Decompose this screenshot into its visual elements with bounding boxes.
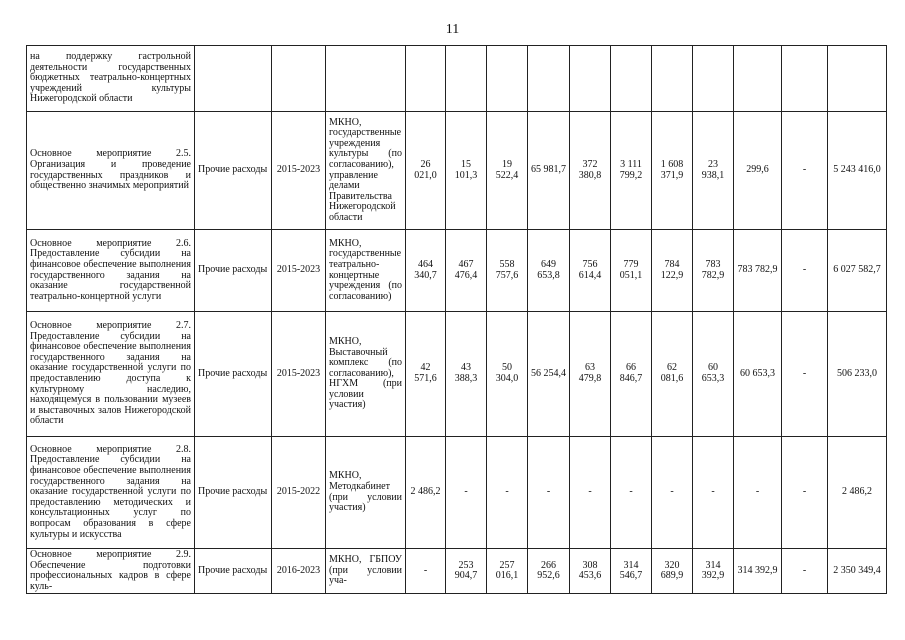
value-cell: - — [611, 437, 652, 549]
value-cell — [828, 46, 887, 112]
value-cell: 299,6 — [734, 112, 782, 230]
value-cell: - — [446, 437, 487, 549]
value-cell: 266 952,6 — [528, 549, 570, 594]
table-row — [27, 312, 887, 437]
expense-type: Прочие расходы — [195, 312, 272, 437]
value-cell — [734, 46, 782, 112]
value-cell: 320 689,9 — [652, 549, 693, 594]
value-cell: 56 254,4 — [528, 312, 570, 437]
value-cell: 783 782,9 — [734, 230, 782, 312]
executor: МКНО, государственные театрально-концертные учреждения (по согласованию) — [326, 230, 406, 312]
value-cell: 649 653,8 — [528, 230, 570, 312]
value-cell: - — [570, 437, 611, 549]
value-cell: 253 904,7 — [446, 549, 487, 594]
activity-description: Основное мероприятие 2.8. Предоставление субсидии на финансовое обеспечение выполнения государственного задания на оказание государственной услуги по предоставлению методических и консультационных услуг по вопросам образования в сфере культуры и искусства — [27, 437, 195, 549]
table-row — [27, 46, 887, 112]
value-cell: - — [782, 549, 828, 594]
value-cell: 1 608 371,9 — [652, 112, 693, 230]
table-row — [27, 437, 887, 549]
expense-type: Прочие расходы — [195, 112, 272, 230]
value-cell: 314 392,9 — [734, 549, 782, 594]
activity-description: Основное мероприятие 2.7. Предоставление субсидии на финансовое обеспечение выполнения государственного задания на оказание государственной услуги по предоставлению доступа к культурному наследию, находящемуся в пользовании музеев и выставочных залов Нижегородской области — [27, 312, 195, 437]
expense-type — [195, 46, 272, 112]
value-cell: 756 614,4 — [570, 230, 611, 312]
executor: МКНО, Методкабинет (при условии участия) — [326, 437, 406, 549]
value-cell: 257 016,1 — [487, 549, 528, 594]
value-cell — [446, 46, 487, 112]
value-cell: 66 846,7 — [611, 312, 652, 437]
value-cell: 372 380,8 — [570, 112, 611, 230]
executor — [326, 46, 406, 112]
value-cell: 65 981,7 — [528, 112, 570, 230]
value-cell: 2 350 349,4 — [828, 549, 887, 594]
value-cell: 779 051,1 — [611, 230, 652, 312]
value-cell: 23 938,1 — [693, 112, 734, 230]
page-number: 11 — [445, 22, 460, 37]
value-cell: 783 782,9 — [693, 230, 734, 312]
value-cell: 314 546,7 — [611, 549, 652, 594]
value-cell: 19 522,4 — [487, 112, 528, 230]
value-cell: 464 340,7 — [406, 230, 446, 312]
table-row — [27, 230, 887, 312]
period: 2015-2023 — [272, 230, 326, 312]
value-cell: 15 101,3 — [446, 112, 487, 230]
value-cell: 43 388,3 — [446, 312, 487, 437]
expense-type: Прочие расходы — [195, 437, 272, 549]
executor: МКНО, государственные учреждения культуры (по согласованию), управление делами Правительства Нижегородской области — [326, 112, 406, 230]
value-cell: 26 021,0 — [406, 112, 446, 230]
value-cell: 6 027 582,7 — [828, 230, 887, 312]
value-cell: 2 486,2 — [406, 437, 446, 549]
value-cell: 467 476,4 — [446, 230, 487, 312]
value-cell: 50 304,0 — [487, 312, 528, 437]
value-cell — [487, 46, 528, 112]
activity-description: Основное мероприятие 2.9. Обеспечение подготовки профессиональных кадров в сфере куль- — [27, 549, 195, 594]
value-cell: 308 453,6 — [570, 549, 611, 594]
value-cell: - — [487, 437, 528, 549]
value-cell: - — [406, 549, 446, 594]
value-cell: 60 653,3 — [734, 312, 782, 437]
value-cell: - — [782, 437, 828, 549]
value-cell: 60 653,3 — [693, 312, 734, 437]
value-cell: - — [734, 437, 782, 549]
value-cell: 62 081,6 — [652, 312, 693, 437]
value-cell — [406, 46, 446, 112]
expense-type: Прочие расходы — [195, 549, 272, 594]
value-cell: 42 571,6 — [406, 312, 446, 437]
table-row — [27, 549, 887, 594]
value-cell — [782, 46, 828, 112]
period: 2016-2023 — [272, 549, 326, 594]
period: 2015-2023 — [272, 312, 326, 437]
value-cell: 506 233,0 — [828, 312, 887, 437]
value-cell: - — [652, 437, 693, 549]
period: 2015-2023 — [272, 112, 326, 230]
value-cell: 2 486,2 — [828, 437, 887, 549]
value-cell — [570, 46, 611, 112]
executor: МКНО, Выставочный комплекс (по согласованию), НГХМ (при условии участия) — [326, 312, 406, 437]
value-cell: - — [693, 437, 734, 549]
value-cell: - — [782, 112, 828, 230]
activity-description: Основное мероприятие 2.6. Предоставление субсидии на финансовое обеспечение выполнения государственного задания на оказание государственной театрально-концертной услуги — [27, 230, 195, 312]
activity-description: на поддержку гастрольной деятельности государственных бюджетных театрально-концертных учреждений культуры Нижегородской области — [27, 46, 195, 112]
value-cell — [693, 46, 734, 112]
value-cell: 784 122,9 — [652, 230, 693, 312]
value-cell: - — [782, 312, 828, 437]
value-cell — [528, 46, 570, 112]
program-table — [26, 45, 887, 594]
value-cell: 5 243 416,0 — [828, 112, 887, 230]
value-cell: 558 757,6 — [487, 230, 528, 312]
value-cell: 63 479,8 — [570, 312, 611, 437]
executor: МКНО, ГБПОУ (при условии уча- — [326, 549, 406, 594]
value-cell: - — [528, 437, 570, 549]
value-cell — [652, 46, 693, 112]
period: 2015-2022 — [272, 437, 326, 549]
table-body — [27, 46, 887, 594]
expense-type: Прочие расходы — [195, 230, 272, 312]
table-row — [27, 112, 887, 230]
value-cell — [611, 46, 652, 112]
value-cell: - — [782, 230, 828, 312]
activity-description: Основное мероприятие 2.5. Организация и проведение государственных праздников и общественно значимых мероприятий — [27, 112, 195, 230]
period — [272, 46, 326, 112]
value-cell: 314 392,9 — [693, 549, 734, 594]
value-cell: 3 111 799,2 — [611, 112, 652, 230]
